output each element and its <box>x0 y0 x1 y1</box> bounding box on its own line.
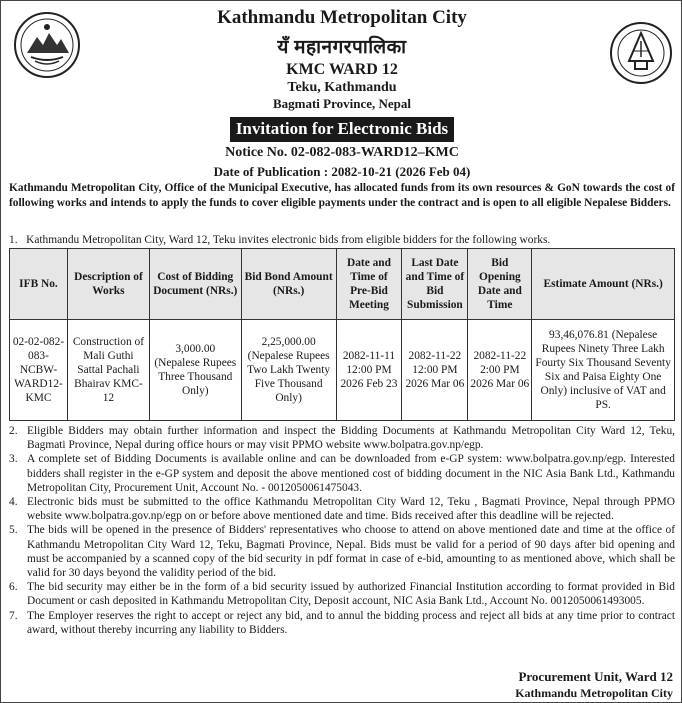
signature-unit: Procurement Unit, Ward 12 <box>518 669 673 684</box>
list-item-text: Eligible Bidders may obtain further information and inspect the Bidding Documents at Kathmandu Metropolitan City Ward 12, Teku, Bagmati Province, Nepal during office hours or may visit PPMO website www.bolpatra.gov.np/egp. <box>27 425 675 452</box>
list-item-number: 6. <box>9 581 18 594</box>
notice-number: Notice No. 02-082-083-WARD12–KMC <box>225 145 459 160</box>
list-item <box>9 424 675 452</box>
list-item-text: The bids will be opened in the presence of Bidders' representatives who choose to attend on above mentioned date and time at the office of Kathmandu Metropolitan City Ward 12, Teku, Bagmati Province, Nepal. Bids must be valid for a period of 90 days after bid opening and must be accompanied by a scanned copy of the bid security in pdf format in case of e-bid, amounting to as mentioned above, which shall be valid for 30 days beyond the validity period of the bid. <box>27 524 675 580</box>
signature-org: Kathmandu Metropolitan City <box>515 686 673 700</box>
list-item-number: 4. <box>9 496 18 509</box>
publication-date: Date of Publication : 2082-10-21 (2026 Feb 04) <box>213 164 471 179</box>
list-item <box>9 580 675 608</box>
bid-bond-cell: 2,25,000.00 (Nepalese Rupees Two Lakh Twenty Five Thousand Only) <box>241 320 336 421</box>
table-header-cell: Estimate Amount (NRs.) <box>532 249 675 320</box>
list-item-text: The Employer reserves the right to accept or reject any bid, and to annul the bidding process and reject all bids at any time prior to contract award, without thereby incurring any liability to Bidders. <box>27 609 675 636</box>
ifb-number-cell: 02-02-082-083-NCBW-WARD12-KMC <box>10 320 68 421</box>
table-row <box>10 320 675 421</box>
bid-table <box>9 248 675 421</box>
table-header-row <box>10 249 675 320</box>
item-1-number: 1. <box>9 234 18 246</box>
prebid-meeting-cell: 2082-11-11 12:00 PM 2026 Feb 23 <box>336 320 402 421</box>
ward-title: KMC WARD 12 <box>286 61 398 78</box>
document-cost-cell: 3,000.00 (Nepalese Rupees Three Thousand Only) <box>149 320 241 421</box>
list-item-number: 7. <box>9 609 18 622</box>
list-item <box>9 609 675 637</box>
list-item-text: The bid security may either be in the form of a bid security issued by authorized Financial Institution according to format provided in Bid Document or cash deposited in Kathmandu Metropolitan City, Deposit account, NIC Asia Bank Ltd., Account No. 0012050061493005. <box>27 581 675 608</box>
bid-opening-cell: 2082-11-22 2:00 PM 2026 Mar 06 <box>468 320 532 421</box>
item-1-text: Kathmandu Metropolitan City, Ward 12, Teku invites electronic bids from eligible bidders for the following works. <box>26 234 551 246</box>
table-header-cell: Last Date and Time of Bid Submission <box>402 249 468 320</box>
list-item <box>9 452 675 495</box>
item-1 <box>9 233 675 247</box>
description-cell: Construction of Mali Guthi Sattal Pachali Bhairav KMC-12 <box>67 320 149 421</box>
province-line: Bagmati Province, Nepal <box>272 96 412 111</box>
table-header-cell: Date and Time of Pre-Bid Meeting <box>336 249 402 320</box>
list-item <box>9 495 675 523</box>
org-name: Kathmandu Metropolitan City <box>217 7 467 28</box>
table-header-cell: Description of Works <box>67 249 149 320</box>
list-item-text: A complete set of Bidding Documents is available online and can be downloaded from e-GP system: www.bolpatra.gov.np/egp. Interested bidders shall register in the e-GP system and deposit the above mentioned cost of bidding document in the NIC Asia Bank Ltd., Kathmandu Metropolitan City, Procurement Unit, Account No. - 0012050061475043. <box>27 453 675 494</box>
table-header-cell: Bid Bond Amount (NRs.) <box>241 249 336 320</box>
list-item <box>9 523 675 580</box>
org-name-devanagari: यँ महानगरपालिका <box>277 37 407 58</box>
notice-points-list <box>9 424 675 637</box>
table-header-cell: Bid Opening Date and Time <box>468 249 532 320</box>
list-item-number: 2. <box>9 425 18 437</box>
intro-paragraph: Kathmandu Metropolitan City, Office of the Municipal Executive, has allocated funds from its own resources & GoN towards the cost of following works and intends to apply the funds to cover eligible payments under the contract and is open to all eligible Nepalese Bidders. <box>9 182 675 209</box>
list-item-text: Electronic bids must be submitted to the office Kathmandu Metropolitan City Ward 12, Teku , Bagmati Province, Nepal through PPMO website www.bolpatra.gov.np/egp on or before above mentioned date and time. Bids received after this deadline will be rejected. <box>27 496 675 523</box>
location-line: Teku, Kathmandu <box>287 80 397 95</box>
list-item-number: 5. <box>9 524 18 537</box>
submission-deadline-cell: 2082-11-22 12:00 PM 2026 Mar 06 <box>402 320 468 421</box>
list-item-number: 3. <box>9 453 18 466</box>
notice-banner: Invitation for Electronic Bids <box>230 117 454 142</box>
estimate-amount-cell: 93,46,076.81 (Nepalese Rupees Ninety Three Lakh Fourty Six Thousand Seventy Six and Paisa Eighty One Only) inclusive of VAT and PS. <box>532 320 675 421</box>
table-header-cell: Cost of Bidding Document (NRs.) <box>149 249 241 320</box>
table-header-cell: IFB No. <box>10 249 68 320</box>
